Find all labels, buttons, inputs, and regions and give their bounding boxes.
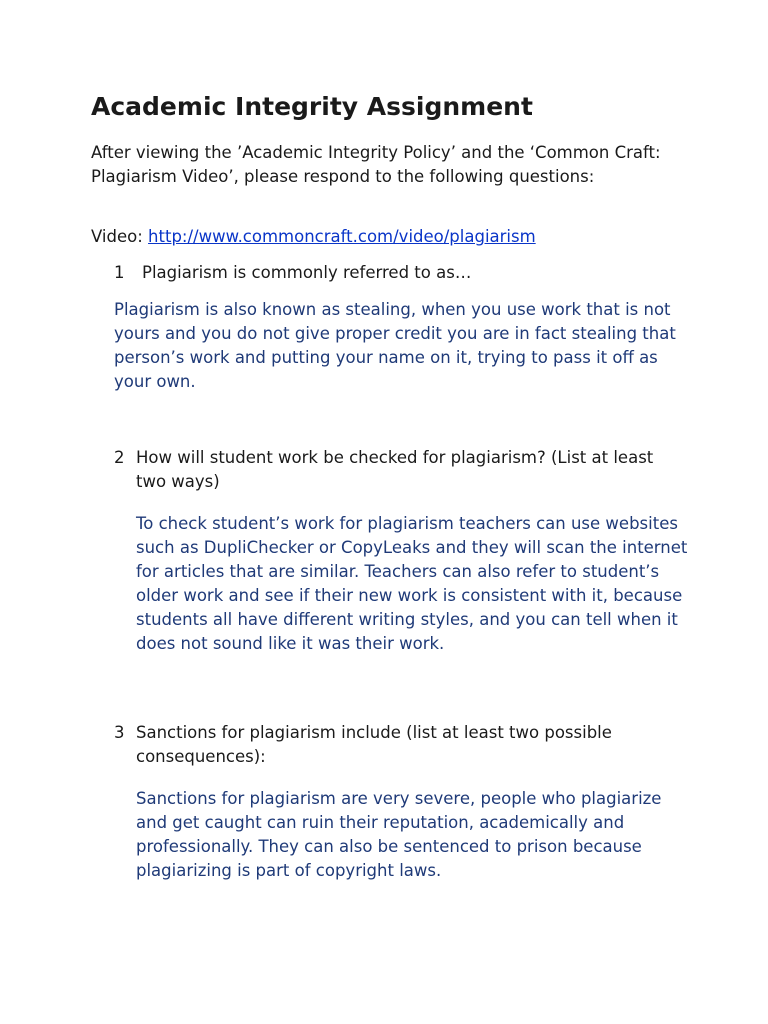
document-title: Academic Integrity Assignment (91, 92, 533, 121)
video-line (91, 225, 536, 249)
answer-2: To check student’s work for plagiarism teachers can use websites such as DupliChecker or CopyLeaks and they will scan the internet for articles that are similar. Teachers can also refer to student’s older work and see if their new work is consistent with it, because students all have different writing styles, and you can tell when it does not sound like it was their work. (136, 514, 688, 653)
question-2 (114, 446, 674, 494)
video-label: Video: (91, 227, 149, 246)
question-text: Plagiarism is commonly referred to as… (142, 263, 472, 282)
question-number: 1 (114, 263, 125, 282)
question-1 (114, 261, 714, 285)
question-text: How will student work be checked for plagiarism? (List at least two ways) (136, 448, 654, 491)
video-link[interactable]: http://www.commoncraft.com/video/plagiarism (148, 227, 536, 246)
intro-paragraph: After viewing the ’Academic Integrity Policy’ and the ‘Common Craft: Plagiarism Video’, please respond to the following questions: (91, 143, 661, 186)
question-3 (114, 721, 674, 769)
question-number: 2 (114, 448, 125, 467)
answer-3: Sanctions for plagiarism are very severe, people who plagiarize and get caught can ruin their reputation, academically and professionally. They can also be sentenced to prison because plagiarizing is part of copyright laws. (136, 789, 662, 880)
question-number: 3 (114, 723, 125, 742)
answer-1: Plagiarism is also known as stealing, when you use work that is not yours and you do not give proper credit you are in fact stealing that person’s work and putting your name on it, trying to pass it off as your own. (114, 300, 676, 391)
question-text: Sanctions for plagiarism include (list at least two possible consequences): (136, 723, 612, 766)
